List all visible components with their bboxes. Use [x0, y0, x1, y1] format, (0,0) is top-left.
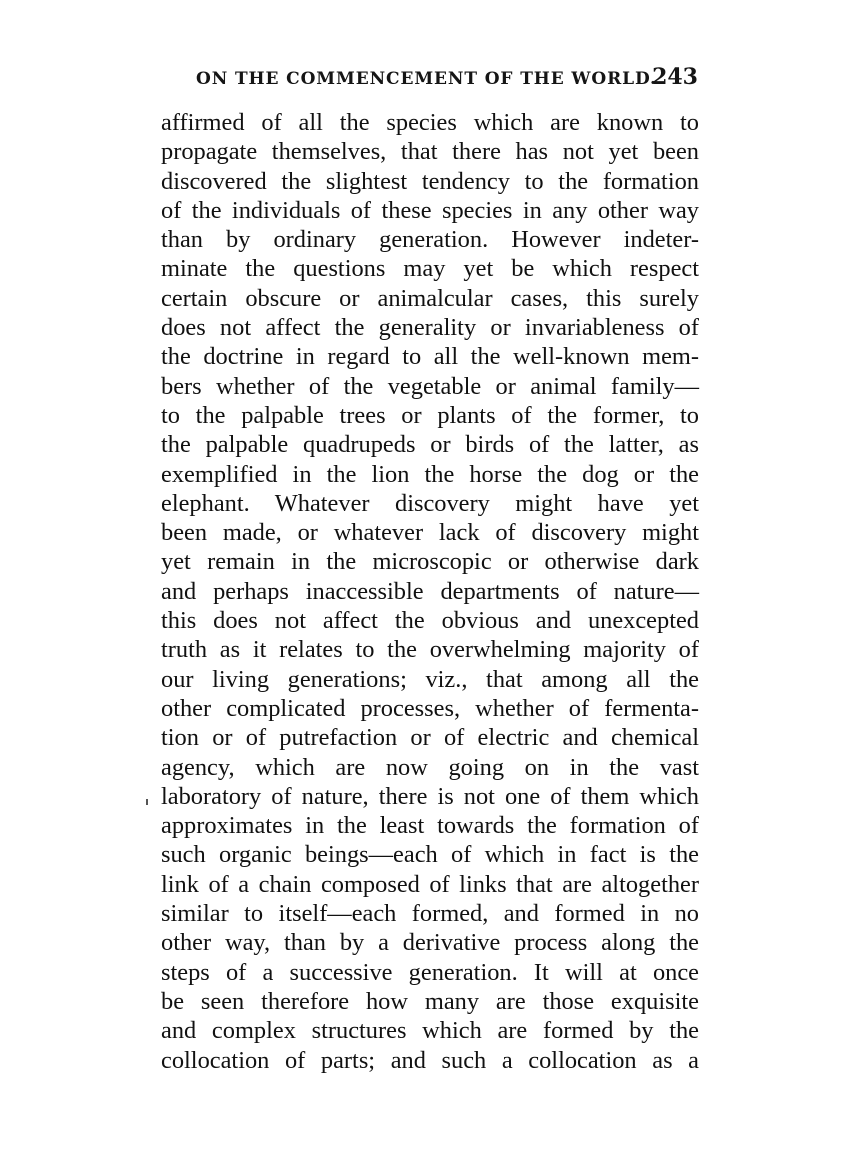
text-line: this does not affect the obvious and unexcepted: [161, 607, 699, 635]
text-line: bers whether of the vegetable or animal family—: [161, 372, 699, 400]
body-text: [161, 108, 699, 1075]
text-line: tion or of putrefaction or of electric and chemical: [161, 724, 699, 752]
text-line: collocation of parts; and such a collocation as a: [161, 1046, 699, 1074]
page-number: 243: [652, 64, 698, 90]
text-line: propagate themselves, that there has not yet been: [161, 138, 699, 166]
text-line: steps of a successive generation. It will at once: [161, 958, 699, 986]
text-line: the palpable quadrupeds or birds of the latter, as: [161, 431, 699, 459]
text-line: agency, which are now going on in the vast: [161, 753, 699, 781]
running-head: [162, 64, 698, 94]
text-line: and perhaps inaccessible departments of nature—: [161, 577, 699, 605]
text-line: truth as it relates to the overwhelming majority of: [161, 636, 699, 664]
text-line: been made, or whatever lack of discovery might: [161, 519, 699, 547]
text-line: discovered the slightest tendency to the formation: [161, 167, 699, 195]
text-line: yet remain in the microscopic or otherwise dark: [161, 548, 699, 576]
text-line: and complex structures which are formed by the: [161, 1017, 699, 1045]
text-line: does not affect the generality or invariableness of: [161, 314, 699, 342]
text-line: certain obscure or animalcular cases, this surely: [161, 284, 699, 312]
text-line: link of a chain composed of links that are altogether: [161, 870, 699, 898]
text-line: minate the questions may yet be which respect: [161, 255, 699, 283]
text-line: affirmed of all the species which are known to: [161, 109, 699, 136]
text-line: to the palpable trees or plants of the former, to: [161, 401, 699, 429]
text-line: the doctrine in regard to all the well-known mem-: [161, 343, 699, 371]
text-line: other complicated processes, whether of fermenta-: [161, 694, 699, 722]
text-line: elephant. Whatever discovery might have yet: [161, 489, 699, 517]
margin-mark: [146, 799, 148, 805]
text-line: laboratory of nature, there is not one of them which: [161, 782, 699, 810]
text-line: similar to itself—each formed, and formed in no: [161, 900, 699, 928]
text-line: such organic beings—each of which in fact is the: [161, 841, 699, 869]
text-line: exemplified in the lion the horse the dog or the: [161, 460, 699, 488]
text-line: approximates in the least towards the formation of: [161, 812, 699, 840]
text-line: of the individuals of these species in any other way: [161, 196, 699, 224]
text-line: our living generations; viz., that among all the: [161, 665, 699, 693]
text-line: be seen therefore how many are those exquisite: [161, 987, 699, 1015]
text-line: other way, than by a derivative process along the: [161, 929, 699, 957]
running-title: ON THE COMMENCEMENT OF THE WORLD.: [196, 69, 657, 89]
text-line: than by ordinary generation. However indeter-: [161, 226, 699, 254]
